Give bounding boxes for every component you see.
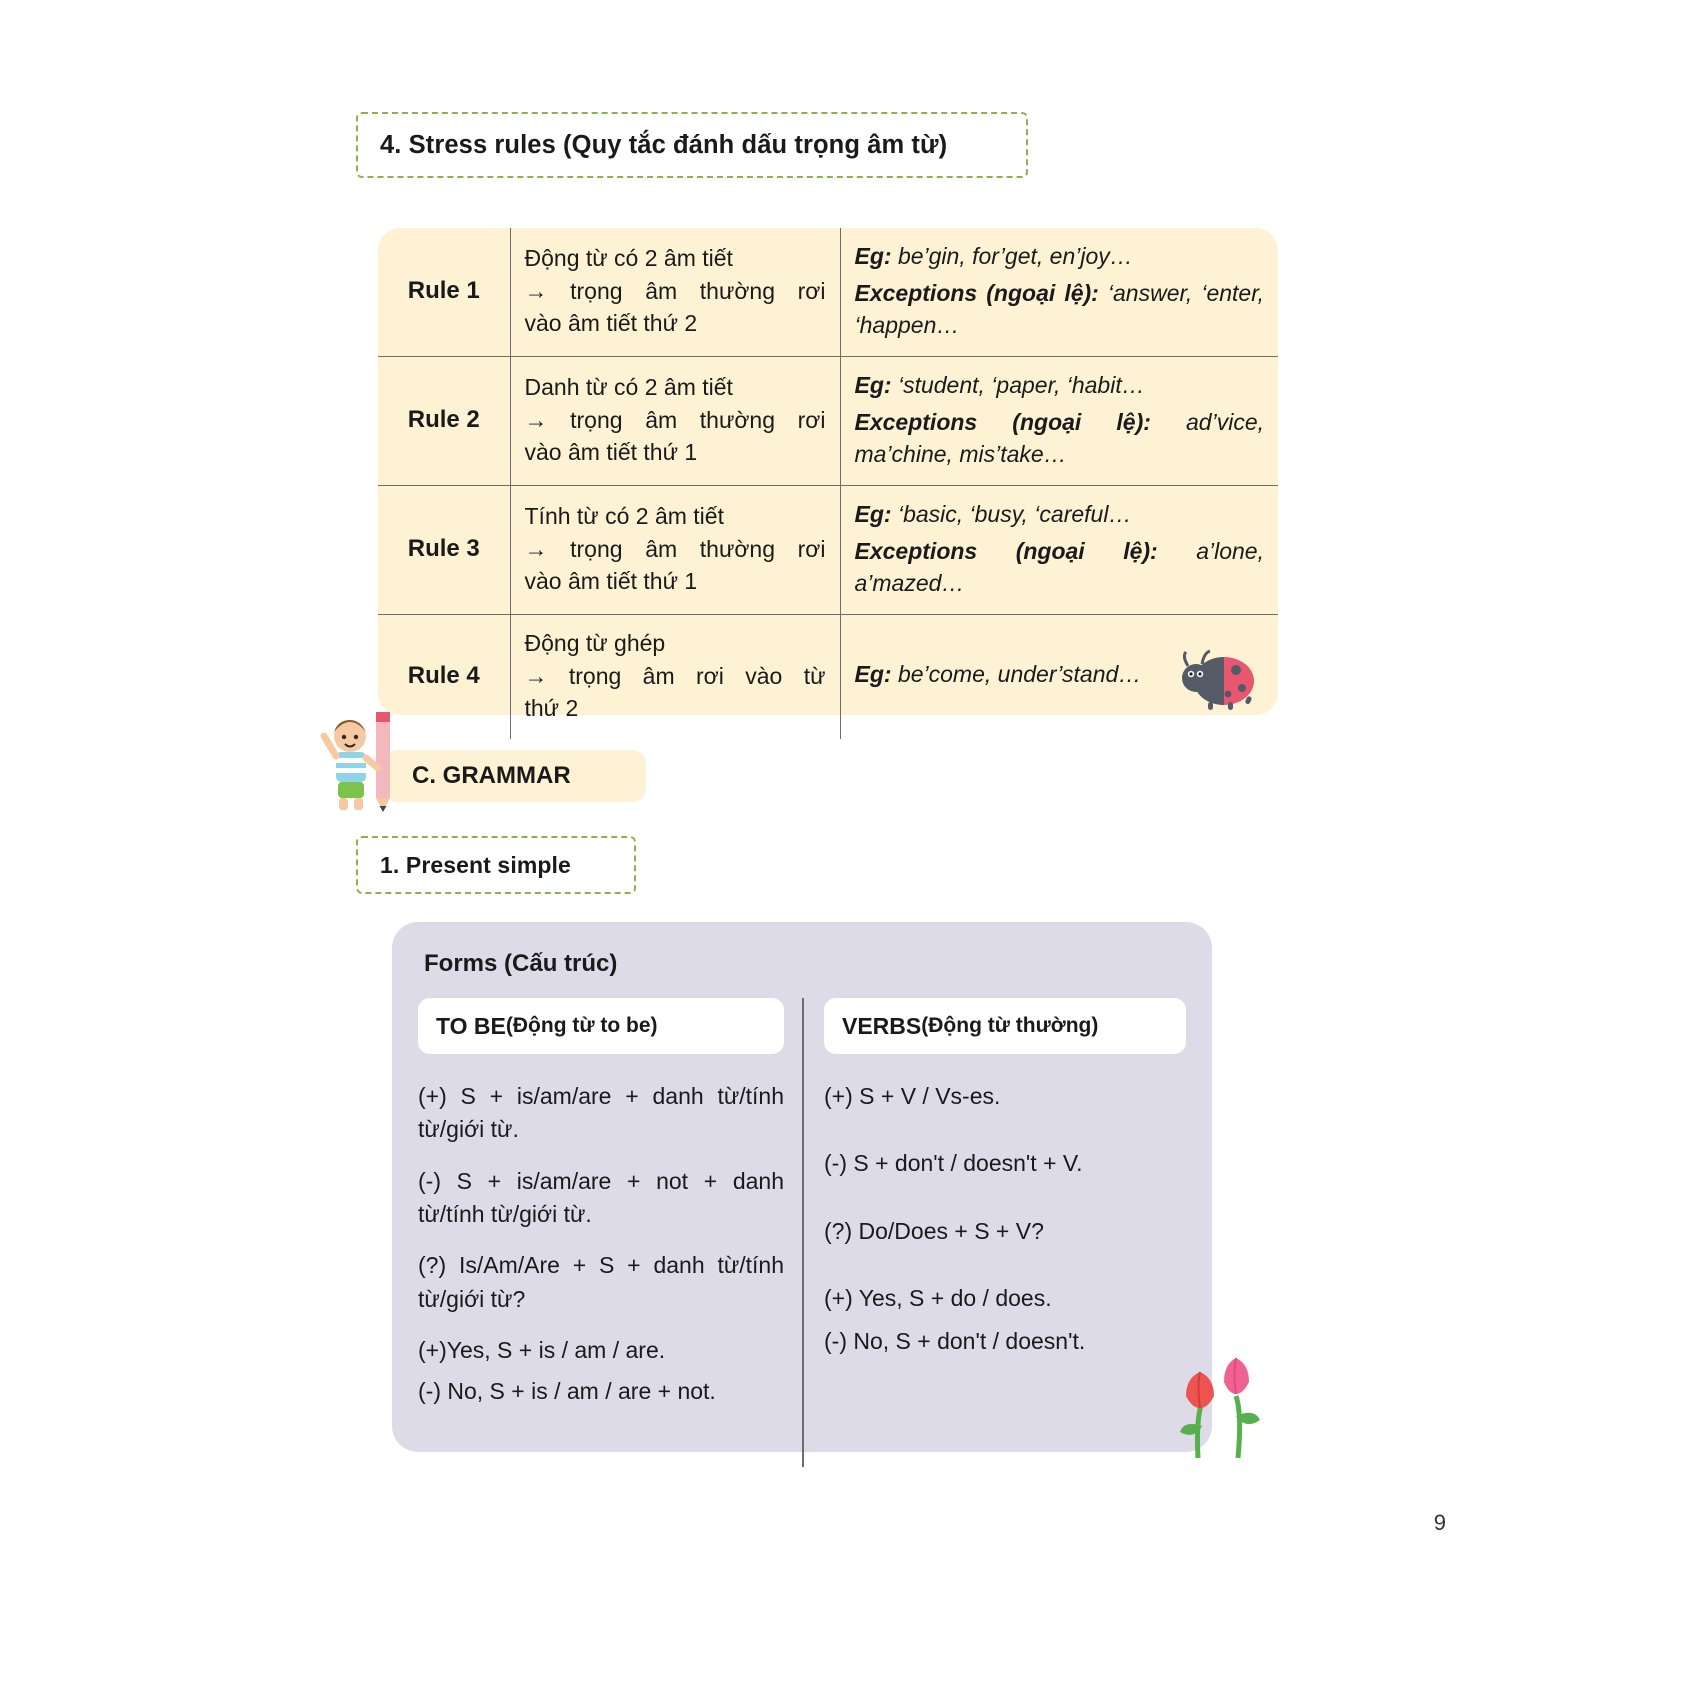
verbs-heading-main: VERBS [842,1012,922,1039]
eg-label: Eg: [854,243,892,269]
rule-label: Rule 1 [378,228,510,356]
eg-text: ‘basic, ‘busy, ‘careful… [891,500,1132,527]
table-row [378,614,1278,738]
grammar-banner-text: C. GRAMMAR [412,762,571,789]
rule-desc-line: Tính từ có 2 âm tiết [524,502,724,529]
exception-label: Exceptions (ngoại lệ): [854,537,1158,564]
form-line: (-) S + is/am/are + not + danh từ/tính từ/giới từ. [418,1167,784,1228]
rule-examples [840,356,1278,485]
exception-label: Exceptions (ngoại lệ): [854,408,1151,435]
to-be-heading-sub: (Động từ to be) [505,1014,658,1037]
form-line: (+) Yes, S + do / does. [824,1285,1052,1312]
page-number: 9 [1433,1510,1446,1535]
rule-label: Rule 4 [407,661,480,689]
rule-description [510,485,840,614]
exception-line [855,277,1265,342]
tulips-icon [1172,1352,1276,1464]
rule-label: Rule 2 [378,356,510,485]
verbs-heading-sub: (Động từ thường) [921,1014,1099,1037]
present-simple-heading-text: 1. Present simple [380,851,571,878]
exception-line [855,535,1265,600]
rule-desc-line: Động từ ghép [524,629,666,656]
rule-desc-line: vào âm tiết thứ 1 [524,568,698,595]
verbs-lines [824,1080,1186,1359]
form-line: (-) No, S + is / am / are + not. [418,1378,716,1405]
rule-desc-line: Động từ có 2 âm tiết [524,245,733,271]
rule-label: Rule 3 [378,485,510,614]
rule-examples [840,485,1278,614]
ladybug-icon [1172,648,1268,712]
form-line: (+) S + V / Vs-es. [824,1083,1001,1109]
stress-rules-table [378,228,1278,739]
rule-desc-line: vào âm tiết thứ 2 [524,310,698,337]
eg-text: be’come, under’stand… [891,660,1142,687]
exception-line [855,406,1265,471]
rule-desc-line: thứ 2 [524,695,579,722]
to-be-lines [418,1080,784,1409]
rule-desc-line: → trọng âm thường rơi [524,535,826,562]
form-line: (-) No, S + don't / doesn't. [824,1328,1086,1355]
forms-title: Forms (Cấu trúc) [424,950,618,977]
example-line [855,369,1265,402]
exception-text: a’lone, a’mazed… [854,537,1264,597]
rule-examples [840,228,1278,356]
example-line [855,498,1265,531]
eg-label: Eg: [854,500,892,527]
rule-description [510,356,840,485]
to-be-column [418,998,802,1427]
to-be-heading-main: TO BE [436,1012,506,1039]
column-divider [802,998,804,1467]
form-line: (?) Is/Am/Are + S + danh từ/tính từ/giới từ? [418,1252,784,1312]
eg-label: Eg: [854,371,892,398]
form-line: (?) Do/Does + S + V? [824,1217,1044,1244]
rule-desc-line: → trọng âm thường rơi [524,277,826,304]
grammar-section-banner [390,750,646,802]
eg-label: Eg: [854,660,892,687]
verbs-heading [824,998,1186,1054]
example-line [855,240,1265,273]
forms-card [392,922,1212,1452]
forms-columns [418,998,1186,1427]
rule-description [510,228,840,356]
form-line: (+)Yes, S + is / am / are. [418,1337,666,1364]
exception-label: Exceptions (ngoại lệ): [854,279,1099,306]
present-simple-heading [356,836,636,894]
form-line: (-) S + don't / doesn't + V. [824,1150,1083,1177]
rule-desc-line: → trọng âm rơi vào từ [524,662,826,689]
table-row [378,356,1278,485]
rule-description [510,614,840,738]
rule-desc-line: Danh từ có 2 âm tiết [524,373,733,400]
rule-desc-line: vào âm tiết thứ 1 [524,439,698,466]
eg-text: ‘student, ‘paper, ‘habit… [891,371,1145,398]
rule-desc-line: → trọng âm thường rơi [524,406,826,433]
exception-text: ad’vice, ma’chine, mis’take… [854,408,1264,468]
to-be-heading [418,998,784,1054]
stress-rules-heading-text: 4. Stress rules (Quy tắc đánh dấu trọng âm từ) [380,130,948,159]
verbs-column [802,998,1186,1427]
eg-text: be’gin, for’get, en’joy… [891,243,1133,269]
stress-rules-heading [356,112,1028,178]
exception-text: ‘answer, ‘enter, ‘happen… [854,279,1264,339]
form-line: (+) S + is/am/are + danh từ/tính từ/giới từ. [418,1083,784,1143]
table-row [378,228,1278,356]
table-row [378,485,1278,614]
